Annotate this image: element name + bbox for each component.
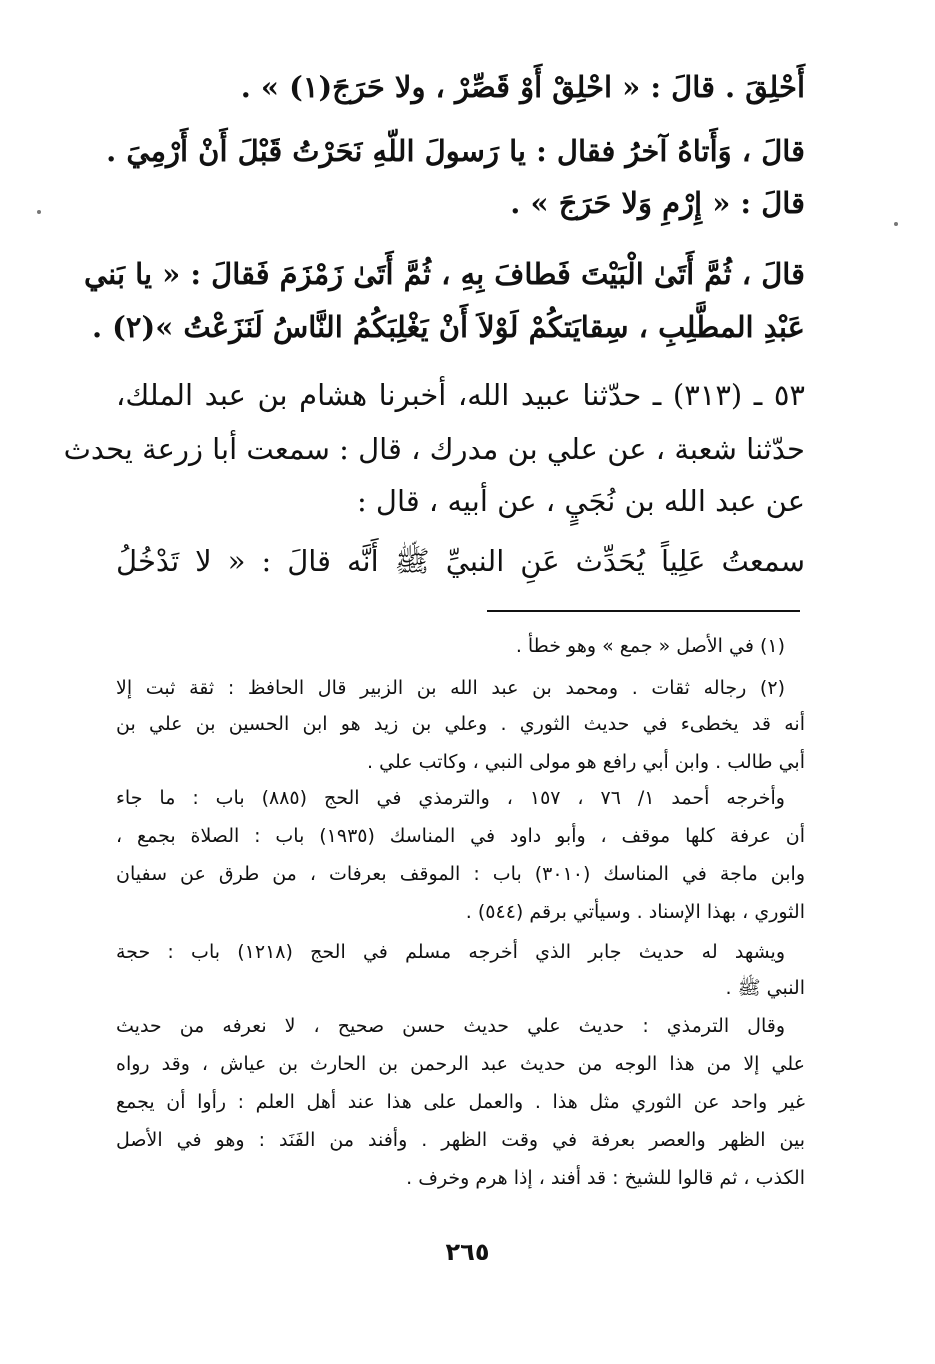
footnote-2-line-1-text: (٢) رجاله ثقات . ومحمد بن عبد الله بن الزبير قال الحافظ : ثقة ثبت إلا bbox=[116, 677, 785, 699]
footnote-2-line-2 bbox=[116, 712, 805, 737]
footnote-2-line-13 bbox=[116, 1128, 805, 1153]
footnote-2-line-2-text: أنه قد يخطىء في حديث الثوري . وعلي بن زيد هو ابن الحسين بن علي بن bbox=[116, 713, 805, 735]
footnote-2-line-11 bbox=[116, 1052, 805, 1077]
footnote-2-line-11-text: علي إلا من هذا الوجه من حديث عبد الرحمن بن الحارث بن عياش ، وقد رواه bbox=[116, 1053, 805, 1075]
main-line-3-text: قالَ : « إِرْمِ وَلا حَرَجَ » . bbox=[510, 186, 805, 220]
footnote-2-line-3 bbox=[116, 750, 805, 775]
footnote-2-line-3-text: أبي طالب . وابن أبي رافع هو مولى النبي ، وكاتب علي . bbox=[367, 751, 805, 773]
footnote-separator bbox=[487, 610, 800, 612]
footnote-2-line-9 bbox=[116, 976, 805, 1001]
footnote-2-line-13-text: بين الظهر والعصر بعرفة في وقت الظهر . وأفند من الفَنَد : وهو في الأصل bbox=[116, 1129, 805, 1151]
footnote-2-line-7 bbox=[116, 900, 805, 925]
main-line-2-text: قالَ ، وَأَتاهُ آخرُ فقال : يا رَسولَ اللّهِ نَحَرْتُ قَبْلَ أَنْ أَرْمِيَ . bbox=[106, 134, 805, 168]
footnote-2-line-14 bbox=[116, 1166, 805, 1191]
main-line-5-text: عَبْدِ المطَّلِبِ ، سِقايَتكُمْ لَوْلاَ أَنْ يَغْلِبَكُمُ النَّاسُ لَنَزَعْتُ »(٢) . bbox=[91, 310, 805, 344]
hadith-53-line-2-text: حدّثنا شعبة ، عن علي بن مدرك ، قال : سمعت أبا زرعة يحدث bbox=[63, 432, 805, 466]
footnote-2-line-9-text: النبي ﷺ . bbox=[725, 977, 805, 999]
footnote-2-line-7-text: الثوري ، بهذا الإسناد . وسيأتي برقم (٥٤٤) . bbox=[465, 901, 805, 923]
footnote-2-line-8-text: ويشهد له حديث جابر الذي أخرجه مسلم في الحج (١٢١٨) باب : حجة bbox=[116, 941, 785, 963]
hadith-53-line-1 bbox=[116, 378, 805, 413]
main-line-4 bbox=[84, 257, 805, 292]
main-line-1 bbox=[116, 70, 805, 105]
footnote-2-line-8 bbox=[116, 940, 785, 965]
hadith-53-line-3-text: عن عبد الله بن نُجَيٍ ، عن أبيه ، قال : bbox=[356, 484, 805, 518]
hadith-53-line-4 bbox=[116, 544, 805, 579]
footnote-2-line-12 bbox=[116, 1090, 805, 1115]
footnote-2-line-10 bbox=[116, 1014, 785, 1039]
footnote-2-line-6-text: وابن ماجة في المناسك (٣٠١٠) باب : الموقف بعرفات ، من طرق عن سفيان bbox=[116, 863, 806, 885]
footnote-2-line-6 bbox=[116, 862, 805, 887]
footnote-1 bbox=[116, 634, 785, 659]
hadith-53-line-4-text: سمعتُ عَلِياً يُحَدِّث عَنِ النبيِّ ﷺ أَنَّه قالَ : « لا تَدْخُلُ bbox=[116, 544, 805, 578]
page-number: ٢٦٥ bbox=[445, 1238, 490, 1266]
footnote-2-line-14-text: الكذب ، ثم قالوا للشيخ : قد أفند ، إذا هرم وخرف . bbox=[406, 1167, 805, 1189]
main-line-4-text: قالَ ، ثُمَّ أَتَىٰ الْبَيْتَ فَطافَ بِهِ ، ثُمَّ أَتَىٰ زَمْزَمَ فَقالَ : « يا بَني bbox=[84, 257, 805, 291]
main-line-1-text: أَحْلِقَ . قالَ : « احْلِقْ أَوْ قَصِّرْ ، ولا حَرَجَ(١) » . bbox=[240, 70, 805, 104]
footnote-1-text: (١) في الأصل « جمع » وهو خطأ . bbox=[515, 635, 785, 657]
footnote-2-line-10-text: وقال الترمذي : حديث علي حديث حسن صحيح ، لا نعرفه من حديث bbox=[116, 1015, 785, 1037]
footnote-2-line-1 bbox=[116, 676, 785, 701]
footnote-2-line-4-text: وأخرجه أحمد ١/ ٧٦ ، ١٥٧ ، والترمذي في الحج (٨٨٥) باب : ما جاء bbox=[116, 787, 785, 809]
main-line-3 bbox=[116, 186, 805, 221]
hadith-53-line-2 bbox=[63, 432, 805, 467]
scan-speck bbox=[894, 222, 898, 226]
footnote-2-line-5 bbox=[116, 824, 805, 849]
main-line-2 bbox=[106, 134, 805, 169]
footnote-2-line-4 bbox=[116, 786, 785, 811]
scan-speck bbox=[37, 210, 41, 214]
footnote-2-line-12-text: غير واحد عن الثوري مثل هذا . والعمل على هذا عند أهل العلم : رأوا أن يجمع bbox=[116, 1091, 805, 1113]
footnote-2-line-5-text: أن عرفة كلها موقف ، وأبو داود في المناسك (١٩٣٥) باب : الصلاة بجمع ، bbox=[116, 825, 805, 847]
hadith-53-line-3 bbox=[116, 484, 805, 519]
hadith-53-line-1-text: ٥٣ ـ (٣١٣) ـ حدّثنا عبيد الله، أخبرنا هشام بن عبد الملك، bbox=[116, 378, 806, 412]
main-line-5 bbox=[91, 310, 805, 345]
